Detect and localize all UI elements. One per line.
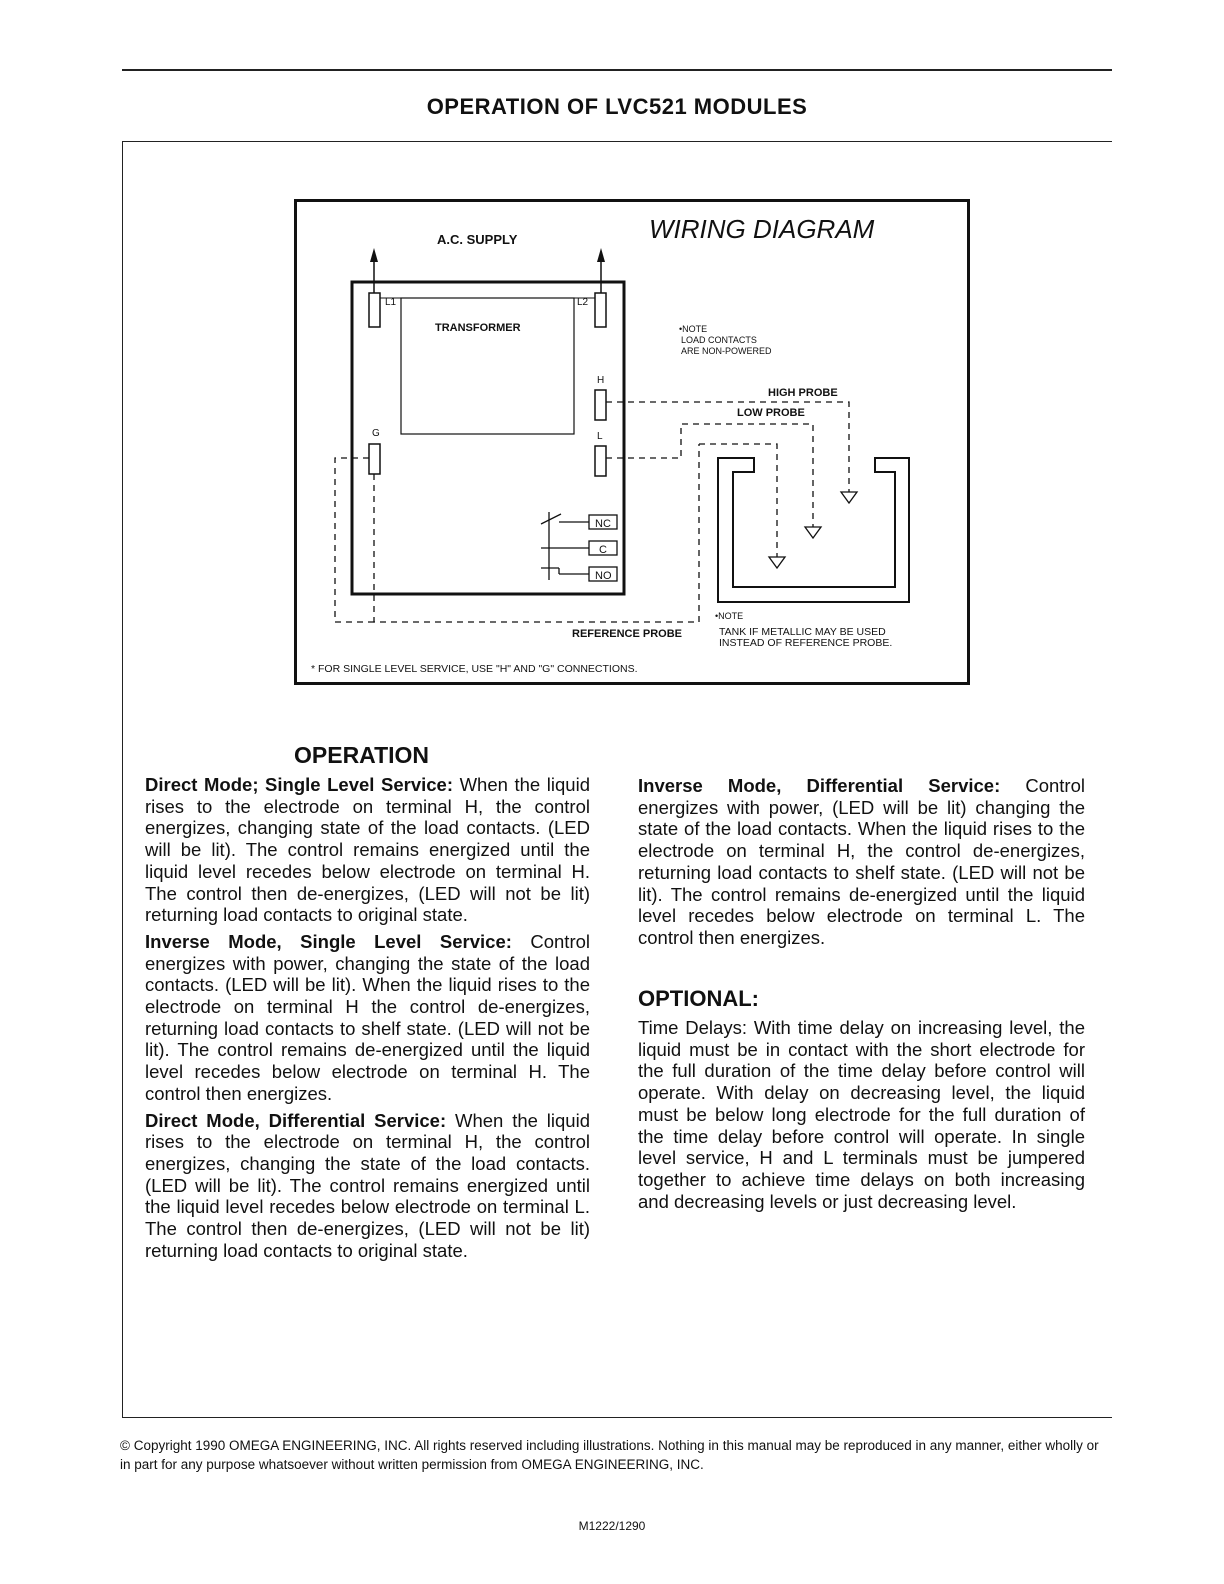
copyright-notice: © Copyright 1990 OMEGA ENGINEERING, INC. All rights reserved including illustrations. Nothing in this manual may be reproduced in any manner, either wholly or in part for any purpose whatsoever without written permission from OMEGA ENGINEERING, INC.: [120, 1438, 1099, 1472]
top-rule: [122, 69, 1112, 71]
probe-wiring: [335, 402, 849, 622]
diagram-footnote: * FOR SINGLE LEVEL SERVICE, USE "H" AND "G" CONNECTIONS.: [311, 663, 638, 675]
terminal-g-label: G: [372, 428, 380, 439]
ac-supply-label: A.C. SUPPLY: [437, 232, 518, 247]
page-title: OPERATION OF LVC521 MODULES: [426, 94, 808, 119]
paragraph-inverse-differential: Inverse Mode, Differential Service: Control energizes with power, (LED will be lit) changing the state of the load contacts. When the liquid rises to the electrode on terminal H, the control de-energizes, returning load contacts to shelf state. (LED will not be lit). The control remains de-energized until the liquid level recedes below electrode on terminal L. The control then energizes.: [638, 775, 1085, 948]
terminal-h: [595, 390, 606, 420]
note2-line2: INSTEAD OF REFERENCE PROBE.: [719, 637, 893, 649]
terminal-l-label: L: [597, 431, 603, 442]
note1-star: •NOTE: [679, 324, 708, 334]
reference-probe-electrode-icon: [769, 557, 785, 568]
note1-line1: LOAD CONTACTS: [681, 335, 757, 345]
supply-arrow-left-icon: [370, 248, 378, 284]
document-number: M1222/1290: [578, 1519, 646, 1533]
high-probe-label: HIGH PROBE: [768, 387, 838, 399]
terminal-nc-label: NC: [595, 518, 611, 530]
low-probe-label: LOW PROBE: [737, 407, 805, 419]
terminal-l2: [595, 293, 606, 327]
wiring-diagram-svg: [297, 202, 967, 682]
paragraph-direct-differential: Direct Mode, Differential Service: When the liquid rises to the electrode on terminal H, the control energizes, changing the state of the load contacts. (LED will be lit). The control remains energized until the liquid level recedes below electrode on terminal L. The control then de-energizes, (LED will not be lit) returning load contacts to original state.: [145, 1109, 590, 1261]
terminal-l1-label: L1: [385, 297, 397, 308]
paragraph-inverse-single: Inverse Mode, Single Level Service: Control energizes with power, changing the state of the load contacts. (LED will be lit). When the liquid rises to the electrode on terminal H the control de-energizes, returning load contacts to shelf state. (LED will not be lit). The control remains de-energized until the liquid level recedes below electrode on terminal H. The control then energizes.: [145, 930, 591, 1104]
section-bottom-rule: [122, 1417, 1112, 1418]
right-column: [638, 775, 1085, 954]
optional-heading: OPTIONAL:: [638, 986, 759, 1011]
high-probe-electrode-icon: [841, 492, 857, 503]
left-column: [145, 774, 590, 1266]
optional-text: Time Delays: With time delay on increasing level, the liquid must be in contact with the short electrode for the full duration of the time delay before control will operate. With delay on decreasing level, the liquid must be below long electrode for the full duration of the time delay before control will operate. In single level service, H and L terminals must be jumpered together to achieve time delays on both increasing and decreasing levels or just decreasing level.: [638, 1017, 1085, 1212]
low-probe-electrode-icon: [805, 527, 821, 538]
left-frame-line: [122, 141, 123, 1417]
terminal-l: [595, 446, 606, 476]
terminal-no-label: NO: [595, 570, 612, 582]
supply-arrow-right-icon: [597, 248, 605, 284]
reference-probe-label: REFERENCE PROBE: [572, 628, 683, 640]
transformer-label: TRANSFORMER: [435, 322, 521, 334]
note2-line1: TANK IF METALLIC MAY BE USED: [719, 626, 886, 638]
terminal-g: [369, 444, 380, 474]
note2-star: •NOTE: [715, 611, 744, 621]
note1-line2: ARE NON-POWERED: [681, 346, 772, 356]
transformer-box: [401, 298, 574, 434]
wiring-diagram: [294, 199, 970, 685]
tank: [718, 458, 909, 602]
terminal-l1: [369, 293, 380, 327]
operation-heading: OPERATION: [294, 742, 430, 768]
section-top-rule: [122, 141, 1112, 142]
paragraph-direct-single: Direct Mode; Single Level Service: When the liquid rises to the electrode on terminal H, the control energizes, changing state of the load contacts. (LED will be lit). The control remains energized until the liquid level recedes below electrode on terminal H. The control then de-energizes, (LED will not be lit) returning load contacts to original state.: [145, 774, 590, 926]
diagram-title: WIRING DIAGRAM: [649, 214, 875, 244]
terminal-c-label: C: [599, 544, 607, 556]
terminal-h-label: H: [597, 375, 605, 386]
terminal-l2-label: L2: [577, 297, 589, 308]
